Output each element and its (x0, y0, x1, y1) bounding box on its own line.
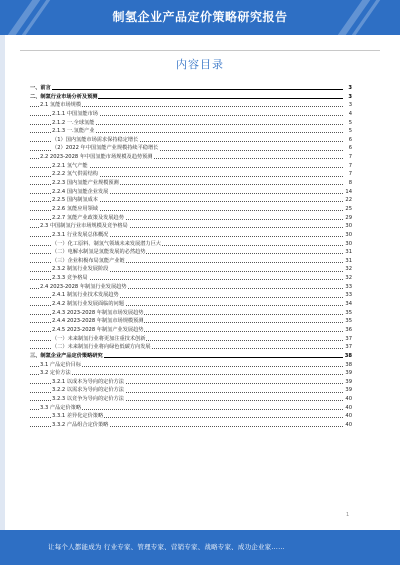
footer-slogan: 让每个人都能成为 行业专家、管理专家、营销专家、战略专家、成功企业家…… (48, 543, 285, 551)
toc-entry-page: 7 (343, 170, 352, 179)
toc-entry-page: 38 (343, 361, 352, 370)
toc-entry-page: 30 (343, 222, 352, 231)
toc-heading: 内容目录 (176, 58, 224, 71)
header-banner (0, 0, 400, 35)
toc-entry-label: 2.3.2 制氢行业发展阶段 (52, 266, 109, 273)
toc-entry-page: 5 (343, 119, 352, 128)
toc-entry-page: 40 (343, 421, 352, 430)
toc-entry-page: 25 (343, 205, 352, 214)
toc-entry-page: 3 (343, 93, 352, 102)
toc-entry[interactable] (30, 369, 352, 378)
toc-entry[interactable] (30, 179, 352, 188)
toc-entry-label: 2.2.6 氢能应用领域 (52, 205, 98, 212)
toc-entry[interactable] (30, 196, 352, 205)
toc-entry-page: 35 (343, 309, 352, 318)
table-of-contents (30, 84, 352, 430)
toc-entry-label: 3.2.1 以成本为导向的定价方法 (52, 378, 124, 385)
toc-entry-page: 6 (343, 136, 352, 145)
toc-entry[interactable] (30, 378, 352, 387)
toc-entry-page: 40 (343, 412, 352, 421)
toc-entry-label: 2.4.2 制氢行业发展面临的问题 (52, 301, 124, 308)
toc-entry-label: 3.3.1 差异化定价策略 (52, 413, 104, 420)
toc-entry[interactable] (30, 93, 352, 102)
toc-entry-page: 30 (343, 240, 352, 249)
toc-leader-dots (30, 89, 343, 90)
toc-entry-page: 39 (343, 378, 352, 387)
toc-entry-label: 2.3.1 行业发展总体概况 (52, 231, 109, 238)
report-title: 制氢企业产品定价策略研究报告 (112, 10, 288, 24)
toc-entry[interactable] (30, 317, 352, 326)
toc-entry[interactable] (30, 412, 352, 421)
toc-entry-page: 31 (343, 257, 352, 266)
toc-entry[interactable] (30, 248, 352, 257)
toc-entry-label: 一、前言 (30, 85, 51, 91)
toc-entry-page: 7 (343, 162, 352, 171)
toc-entry-page: 5 (343, 127, 352, 136)
toc-entry-label: 二、制氢行业市场分析及预测 (30, 93, 98, 100)
toc-entry[interactable] (30, 265, 352, 274)
toc-entry-page: 33 (343, 283, 352, 292)
toc-entry-label: （1）国内氢能市场需求保持稳定增长 (52, 136, 139, 143)
toc-entry-label: 2.1.2 一.全球氢能 (52, 119, 95, 126)
toc-entry[interactable] (30, 257, 352, 266)
toc-entry[interactable] (30, 162, 352, 171)
toc-entry-label: 2.4.4 2023-2028 年制氢市场规模预测 (52, 318, 144, 325)
toc-entry[interactable] (30, 153, 352, 162)
toc-entry-label: 2.2.4 国内氢能企业发展 (52, 188, 109, 195)
header-rule (20, 44, 380, 51)
toc-entry-page: 39 (343, 386, 352, 395)
toc-entry-label: 3.3.2 产品组合定价策略 (52, 421, 109, 428)
toc-entry-label: 2.2.7 氢能产业政策及发展趋势 (52, 214, 124, 221)
toc-entry[interactable] (30, 119, 352, 128)
toc-entry-page: 7 (343, 153, 352, 162)
toc-entry[interactable] (30, 127, 352, 136)
toc-entry-page: 31 (343, 248, 352, 257)
toc-entry-label: （一）未来制氢行业将更加注重技术创新 (52, 335, 146, 342)
toc-entry-label: 2.2 2023-2028 年中国氢能市场规模及趋势预测 (40, 154, 153, 161)
toc-entry-page: 3 (343, 84, 352, 93)
toc-entry-page: 38 (344, 352, 352, 359)
toc-entry[interactable] (30, 326, 352, 335)
toc-entry[interactable] (30, 361, 352, 370)
toc-entry[interactable] (30, 291, 352, 300)
toc-entry-label: 2.2.3 国内氢能产业规模预测 (52, 180, 119, 187)
toc-entry-page: 32 (343, 274, 352, 283)
toc-entry[interactable] (30, 300, 352, 309)
toc-entry-label: 3.2.2 以需求为导向的定价方法 (52, 387, 124, 394)
toc-entry[interactable] (30, 309, 352, 318)
toc-entry-page: 33 (343, 291, 352, 300)
toc-entry-label: 2.2.5 国内制氢成本 (52, 197, 98, 204)
toc-entry[interactable] (30, 110, 352, 119)
toc-entry[interactable] (30, 240, 352, 249)
toc-entry[interactable] (30, 352, 352, 361)
toc-entry-label: 3.2.3 以竞争为导向的定价方法 (52, 396, 124, 403)
toc-entry-label: 三、制氢企业产品定价策略研究 (30, 352, 103, 359)
toc-entry-label: 2.4.3 2023-2028 年制氢市场发展趋势 (52, 309, 144, 316)
toc-entry-label: 2.4 2023-2028 年制氢行业发展趋势 (40, 283, 127, 290)
toc-entry-label: 3.3 产品定价策略 (40, 404, 82, 411)
toc-entry[interactable] (30, 136, 352, 145)
toc-entry[interactable] (30, 214, 352, 223)
toc-entry-page: 32 (343, 265, 352, 274)
toc-entry-label: （一）化工原料、制氢气领域未来发展潜力巨大 (52, 240, 161, 247)
toc-entry[interactable] (30, 274, 352, 283)
page-number: 1 (346, 512, 350, 518)
toc-entry[interactable] (30, 404, 352, 413)
toc-entry-label: 2.2.1 氢气产能 (52, 162, 88, 169)
toc-entry-page: 4 (343, 110, 352, 119)
toc-entry[interactable] (30, 283, 352, 292)
toc-entry-page: 34 (343, 300, 352, 309)
toc-entry-page: 29 (343, 214, 352, 223)
toc-entry[interactable] (30, 84, 352, 93)
toc-entry-label: （二）电解水制氢是氢能发展的必然趋势 (52, 249, 146, 256)
toc-entry-label: 2.1.3 一.氢能产业 (52, 128, 95, 135)
toc-entry-label: 2.3 中国制氢行业市场规模及竞争格局 (40, 223, 128, 230)
toc-entry-page: 36 (343, 326, 352, 335)
toc-entry[interactable] (30, 170, 352, 179)
toc-entry-page: 3 (343, 101, 352, 110)
toc-entry-label: 2.1 氢能市场规模 (40, 102, 82, 109)
toc-entry-label: 2.3.3 竞争格局 (52, 275, 88, 282)
toc-entry[interactable] (30, 101, 352, 110)
toc-entry-page: 37 (343, 343, 352, 352)
toc-entry-label: （2）2022 年中国氢能产业规模持续平稳增长 (52, 145, 159, 152)
toc-entry-label: 2.1.1 中国氢能市场 (52, 110, 98, 117)
toc-entry-page: 6 (343, 144, 352, 153)
toc-entry-page: 40 (343, 404, 352, 413)
toc-entry[interactable] (30, 421, 352, 430)
toc-entry-page: 40 (343, 395, 352, 404)
toc-entry-label: 3.1 产品定价目标 (40, 361, 82, 368)
left-margin-bar (0, 35, 5, 530)
toc-entry[interactable] (30, 222, 352, 231)
toc-entry-label: 2.4.1 制氢行业技术发展趋势 (52, 292, 119, 299)
toc-entry-page: 35 (343, 317, 352, 326)
toc-leader-dots (30, 374, 343, 375)
toc-entry-label: （二）未来制氢行业将向绿色低碳方向发展 (52, 344, 151, 351)
toc-entry[interactable] (30, 335, 352, 344)
toc-entry-page: 22 (343, 196, 352, 205)
toc-entry[interactable] (30, 144, 352, 153)
toc-entry-label: 2.4.5 2023-2028 年制氢产业发展趋势 (52, 326, 144, 333)
toc-entry-label: 2.2.2 氢气供需结构 (52, 171, 98, 178)
footer-banner (0, 530, 400, 565)
toc-entry[interactable] (30, 188, 352, 197)
toc-entry-label: 3.2 定价方法 (40, 370, 71, 377)
toc-entry-page: 30 (343, 231, 352, 240)
toc-entry-page: 39 (343, 369, 352, 378)
toc-entry[interactable] (30, 395, 352, 404)
toc-entry[interactable] (30, 343, 352, 352)
toc-entry[interactable] (30, 205, 352, 214)
toc-entry-page: 14 (343, 188, 352, 197)
toc-entry[interactable] (30, 386, 352, 395)
toc-entry-label: （三）企业积极布局氢能产业链 (52, 257, 125, 264)
toc-entry-page: 8 (343, 179, 352, 188)
toc-entry-page: 37 (343, 335, 352, 344)
toc-entry[interactable] (30, 231, 352, 240)
